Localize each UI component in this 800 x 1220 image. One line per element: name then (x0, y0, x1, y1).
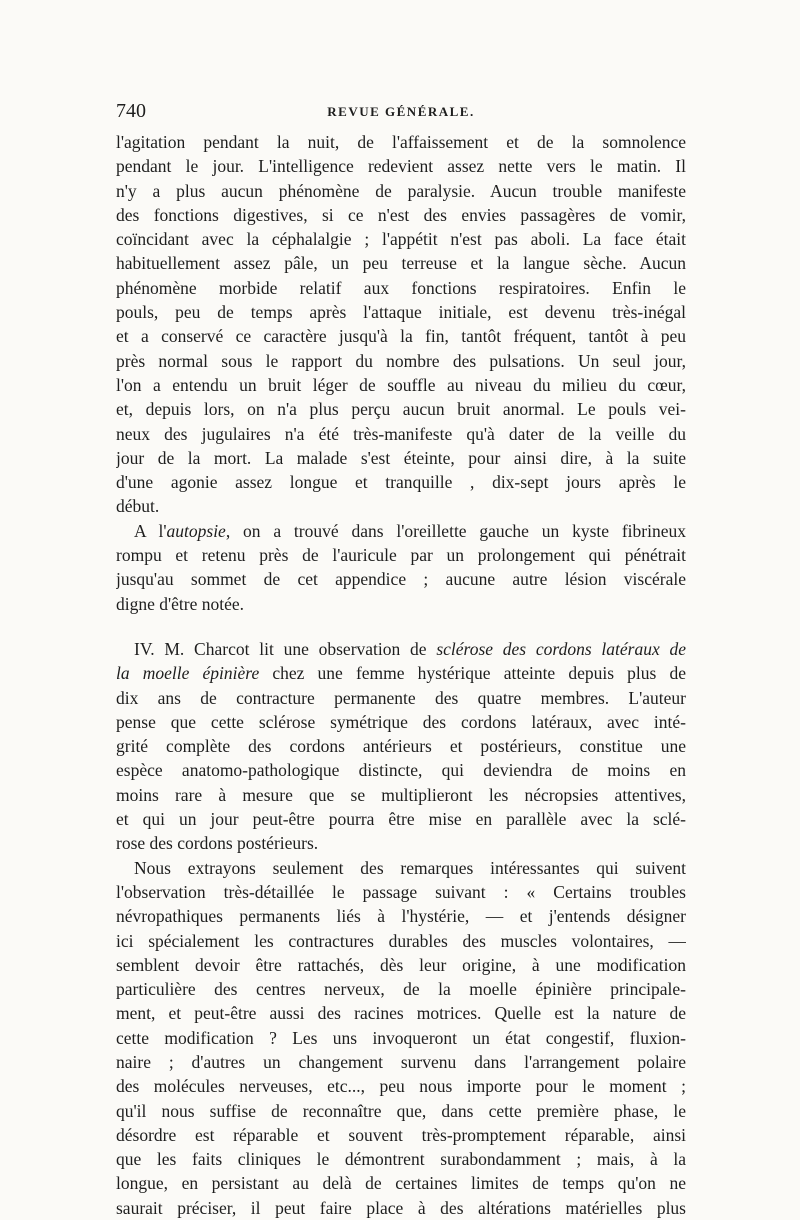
text-line: cette modification ? Les uns invoqueront un état congestif, fluxion- (116, 1027, 686, 1048)
text-line: phénomène morbide relatif aux fonctions respiratoires. Enfin le (116, 277, 686, 298)
text-line: et a conservé ce caractère jusqu'à la fin, tantôt fréquent, tantôt à peu (116, 326, 686, 347)
text-line: et, depuis lors, on n'a plus perçu aucun bruit anormal. Le pouls vei- (116, 399, 686, 420)
body-text (116, 130, 686, 1220)
text-line: névropathiques permanents liés à l'hystérie, — et j'entends désigner (116, 906, 686, 927)
text-line: Nous extrayons seulement des remarques intéressantes qui suivent (134, 857, 686, 878)
text-line: saurait préciser, il peut faire place à des altérations matérielles plus (116, 1197, 686, 1218)
text-line: grité complète des cordons antérieurs et postérieurs, constitue une (116, 736, 686, 757)
text-line: moins rare à mesure que se multiplieront les nécropsies attentives, (116, 784, 686, 805)
text-line: jusqu'au sommet de cet appendice ; aucune autre lésion viscérale (116, 569, 686, 590)
text-line: ment, et peut-être aussi des racines motrices. Quelle est la nature de (116, 1003, 686, 1024)
paragraph-1 (116, 130, 686, 519)
text-line: et qui un jour peut-être pourra être mise en parallèle avec la sclé- (116, 809, 686, 830)
text-line: jour de la mort. La malade s'est éteinte, pour ainsi dire, à la suite (116, 447, 686, 468)
text-line: dix ans de contracture permanente des quatre membres. L'auteur (116, 687, 686, 708)
text-line: IV. M. Charcot lit une observation de sclérose des cordons latéraux de (134, 638, 686, 659)
text-line: digne d'être notée. (116, 593, 245, 614)
text-line: naire ; d'autres un changement survenu dans l'arrangement polaire (116, 1051, 686, 1072)
text-line: pense que cette sclérose symétrique des cordons latéraux, avec inté- (116, 711, 686, 732)
text-line: neux des jugulaires n'a été très-manifeste qu'à dater de la veille du (116, 423, 686, 444)
text-line: particulière des centres nerveux, de la moelle épinière principale- (116, 979, 686, 1000)
text-line: coïncidant avec la céphalalgie ; l'appétit n'est pas aboli. La face était (116, 229, 686, 250)
page-header (116, 100, 686, 128)
text-line: n'y a plus aucun phénomène de paralysie. Aucun trouble manifeste (116, 180, 686, 201)
text-line: que les faits cliniques le démontrent surabondamment ; mais, à la (116, 1149, 686, 1170)
text-line: ici spécialement les contractures durables des muscles volontaires, — (116, 930, 686, 951)
text-line: d'une agonie assez longue et tranquille , dix-sept jours après le (116, 472, 686, 493)
paragraph-2 (116, 519, 686, 616)
text-line: longue, en persistant au delà de certaines limites de temps qu'on ne (116, 1173, 686, 1194)
paragraph-3 (116, 637, 686, 856)
italic-term: autopsie (166, 520, 226, 541)
text-line: l'observation très-détaillée le passage suivant : « Certains troubles (116, 881, 686, 902)
text-line: pouls, peu de temps après l'attaque initiale, est devenu très-inégal (116, 302, 686, 323)
text-line: qu'il nous suffise de reconnaître que, dans cette première phase, le (116, 1100, 686, 1121)
italic-term: la moelle épinière (116, 663, 260, 684)
section-gap (116, 616, 686, 637)
page-number: 740 (116, 100, 146, 122)
text-line: l'on a entendu un bruit léger de souffle au niveau du milieu du cœur, (116, 374, 686, 395)
text-line: désordre est réparable et souvent très-promptement réparable, ainsi (116, 1124, 686, 1145)
text-line: semblent devoir être rattachés, dès leur origine, à une modification (116, 954, 686, 975)
running-title: REVUE GÉNÉRALE. (327, 104, 475, 119)
text-line: rompu et retenu près de l'auricule par un prolongement qui pénétrait (116, 545, 686, 566)
text-line: pendant le jour. L'intelligence redevient assez nette vers le matin. Il (116, 156, 686, 177)
text-line: espèce anatomo-pathologique distincte, qui deviendra de moins en (116, 760, 686, 781)
text-line: la moelle épinière chez une femme hystérique atteinte depuis plus de (116, 663, 686, 684)
text-line: l'agitation pendant la nuit, de l'affaissement et de la somnolence (116, 132, 686, 152)
text-line: rose des cordons postérieurs. (116, 833, 319, 854)
text-line: A l'autopsie, on a trouvé dans l'oreillette gauche un kyste fibrineux (134, 520, 686, 541)
italic-term: sclérose des cordons latéraux de (436, 638, 686, 659)
paragraph-4 (116, 856, 686, 1220)
text-line: des fonctions digestives, si ce n'est des envies passagères de vomir, (116, 204, 686, 225)
text-line: près normal sous le rapport du nombre des pulsations. Un seul jour, (116, 350, 686, 371)
text-line: des molécules nerveuses, etc..., peu nous importe pour le moment ; (116, 1076, 686, 1097)
text-line: début. (116, 496, 160, 517)
text-line: habituellement assez pâle, un peu terreuse et la langue sèche. Aucun (116, 253, 686, 274)
